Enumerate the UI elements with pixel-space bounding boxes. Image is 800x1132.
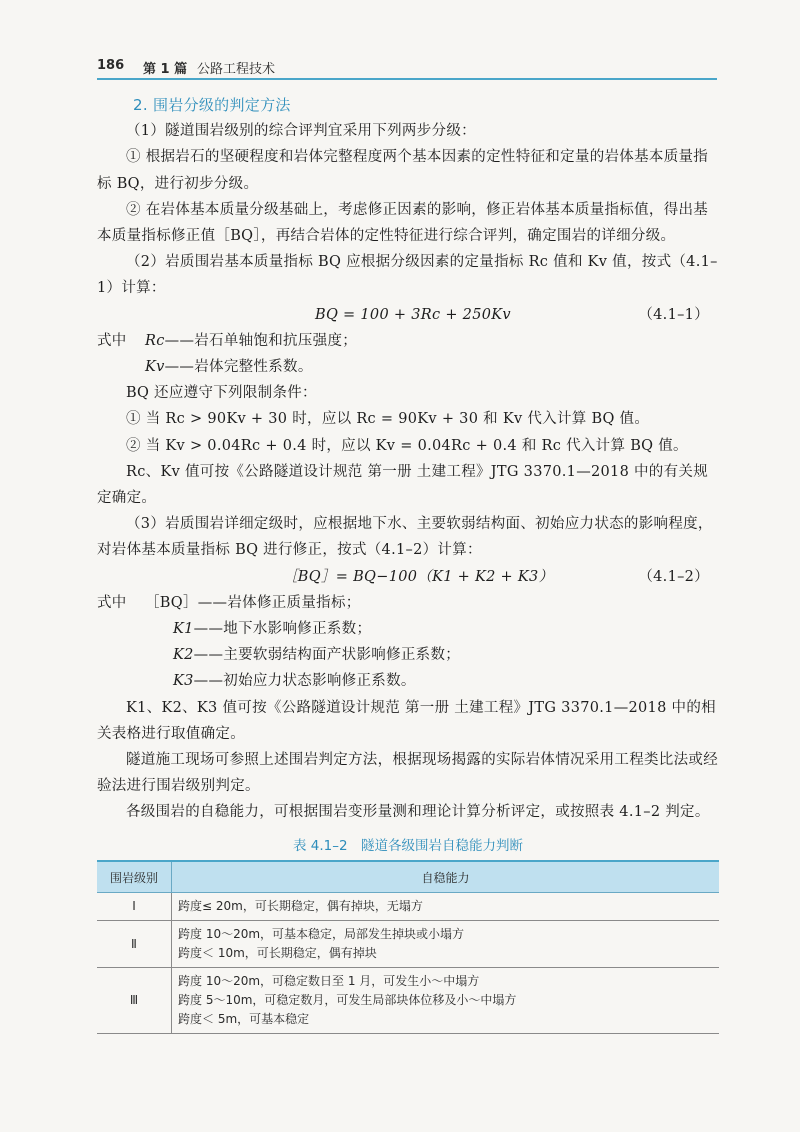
formula-4-1-1	[97, 302, 719, 328]
page-number: 186	[97, 58, 125, 73]
where-label: 式中	[97, 332, 127, 349]
paragraph-self-stability: 各级围岩的自稳能力，可根据围岩变形量测和理论计算分析评定，或按照表 4.1–2 判定。	[126, 804, 710, 821]
formula-number: （4.1–1）	[638, 306, 709, 323]
paragraph-step-1: ① 根据岩石的坚硬程度和岩体完整程度两个基本因素的定性特征和定量的岩体基本质量指标 BQ，进行初步分级。	[97, 149, 709, 192]
paragraph-correction-intro: （3）岩质围岩详细定级时，应根据地下水、主要软弱结构面、初始应力状态的影响程度，对岩体基本质量指标 BQ 进行修正，按式（4.1–2）计算：	[97, 516, 713, 559]
paragraph-site-practice: 隧道施工现场可参照上述围岩判定方法，根据现场揭露的实际岩体情况采用工程类比法或经验法进行围岩级别判定。	[97, 751, 718, 795]
table-body	[97, 893, 719, 1034]
grade-cell: Ⅰ	[97, 893, 172, 921]
page-header	[97, 56, 717, 78]
definition-k1	[97, 616, 719, 642]
paragraph-bq-intro: （2）岩质围岩基本质量指标 BQ 应根据分级因素的定量指标 Rc 值和 Kv 值，按式（4.1–1）计算：	[97, 254, 718, 297]
definition-text: ［BQ］——岩体修正质量指标；	[145, 594, 361, 611]
limit-intro: BQ 还应遵守下列限制条件：	[126, 385, 317, 402]
formula-4-1-2	[97, 564, 719, 590]
grade-cell: Ⅲ	[97, 968, 172, 1034]
definition-k2	[97, 642, 719, 668]
table-title: 表 4.1–2 隧道各级围岩自稳能力判断	[292, 838, 524, 854]
limit-condition-1: ① 当 Rc > 90Kv + 30 时，应以 Rc = 90Kv + 30 和 Kv 代入计算 BQ 值。	[126, 411, 650, 428]
where-label: 式中	[97, 594, 127, 611]
definition-kv	[97, 354, 719, 380]
table-row	[97, 921, 719, 968]
limit-condition-2: ② 当 Kv > 0.04Rc + 0.4 时，应以 Kv = 0.04Rc + 0.4 和 Rc 代入计算 BQ 值。	[126, 437, 688, 454]
ability-line: 跨度＜ 5m，可基本稳定	[178, 1012, 310, 1026]
definition-text: K2——主要软弱结构面产状影响修正系数；	[173, 647, 461, 664]
column-header-grade: 围岩级别	[97, 861, 172, 893]
table-row	[97, 893, 719, 921]
definition-k3	[97, 668, 719, 694]
self-stability-table	[97, 860, 719, 1034]
table-header-row	[97, 861, 719, 893]
reference-k-values: K1、K2、K3 值可按《公路隧道设计规范 第一册 土建工程》JTG 3370.1—2018 中的相关表格进行取值确定。	[97, 699, 716, 742]
ability-cell	[172, 921, 720, 968]
ability-line: 跨度 10～20m，可稳定数日至 1 月，可发生小～中塌方	[178, 974, 480, 988]
main-text	[97, 92, 719, 826]
formula-expression: BQ = 100 + 3Rc + 250Kv	[315, 306, 511, 323]
definition-text: K1——地下水影响修正系数；	[173, 620, 372, 637]
ability-cell	[172, 893, 720, 921]
header-rule	[97, 78, 717, 80]
ability-line: 跨度≤ 20m，可长期稳定，偶有掉块，无塌方	[178, 899, 423, 913]
table-row	[97, 968, 719, 1034]
definition-text: K3——初始应力状态影响修正系数。	[173, 673, 416, 690]
reference-rc-kv: Rc、Kv 值可按《公路隧道设计规范 第一册 土建工程》JTG 3370.1—2018 中的有关规定确定。	[97, 463, 709, 506]
definition-bq	[97, 590, 719, 616]
formula-number: （4.1–2）	[638, 568, 709, 585]
section-title: 2. 围岩分级的判定方法	[133, 96, 291, 114]
ability-line: 跨度 5～10m，可稳定数月，可发生局部块体位移及小～中塌方	[178, 993, 517, 1007]
paragraph-step-intro: （1）隧道围岩级别的综合评判宜采用下列两步分级：	[126, 123, 476, 140]
definition-rc	[97, 328, 719, 354]
part-title: 公路工程技术	[197, 62, 276, 77]
ability-line: 跨度＜ 10m，可长期稳定，偶有掉块	[178, 946, 377, 960]
paragraph-step-2: ② 在岩体基本质量分级基础上，考虑修正因素的影响，修正岩体基本质量指标值，得出基本质量指标修正值［BQ］，再结合岩体的定性特征进行综合评判，确定围岩的详细分级。	[97, 201, 709, 245]
ability-line: 跨度 10～20m，可基本稳定，局部发生掉块或小塌方	[178, 927, 465, 941]
grade-cell: Ⅱ	[97, 921, 172, 968]
definition-text: Rc——岩石单轴饱和抗压强度；	[145, 332, 358, 349]
definition-text: Kv——岩体完整性系数。	[145, 359, 313, 375]
ability-cell	[172, 968, 720, 1034]
formula-expression: ［BQ］= BQ−100（K1 + K2 + K3）	[283, 568, 554, 585]
column-header-ability: 自稳能力	[172, 861, 720, 893]
part-label: 第 1 篇	[143, 62, 188, 77]
